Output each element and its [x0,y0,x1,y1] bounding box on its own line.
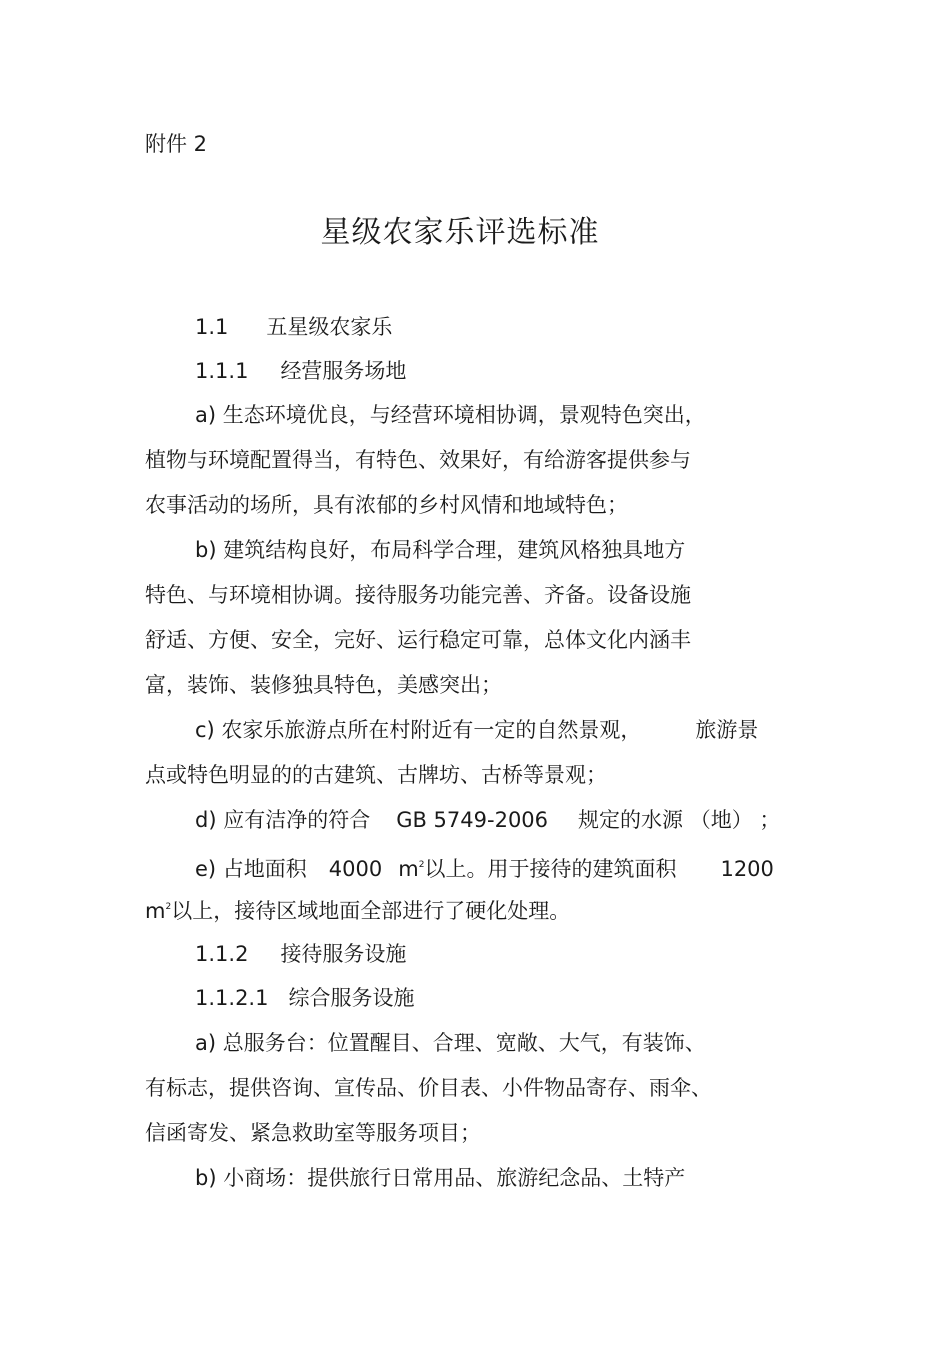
section-title: 经营服务场地 [280,359,407,383]
paragraph-a-line-3: 农事活动的场所，具有浓郁的乡村风情和地域特色； [145,493,628,517]
area-unit-superscript: 2 [165,902,172,912]
section-number: 1.1 [195,315,229,339]
paragraph-fa-line-3: 信函寄发、紧急救助室等服务项目； [145,1121,481,1145]
text-span: 规定的水源 （地） ； [578,808,781,832]
section-number: 1.1.1 [195,359,249,383]
paragraph-a-line-2: 植物与环境配置得当，有特色、效果好，有给游客提供参与 [145,448,691,472]
area-unit: m [398,857,419,881]
paragraph-fb-line-1: b) 小商场：提供旅行日常用品、旅游纪念品、土特产 [195,1166,686,1190]
paragraph-b-line-3: 舒适、方便、安全，完好、运行稳定可靠，总体文化内涵丰 [145,628,691,652]
text-span: c) 农家乐旅游点所在村附近有一定的自然景观， [195,718,642,742]
section-title: 接待服务设施 [280,942,407,966]
paragraph-e-line-2 [145,893,570,925]
area-unit: m [145,899,166,923]
text-span: 以上。用于接待的建筑面积 [424,857,677,881]
attachment-label: 附件 2 [145,132,208,156]
paragraph-a-line-1: a) 生态环境优良，与经营环境相协调，景观特色突出， [195,403,706,427]
text-span: d) 应有洁净的符合 [195,808,371,832]
paragraph-fa-line-2: 有标志，提供咨询、宣传品、价目表、小件物品寄存、雨伞、 [145,1076,712,1100]
section-number: 1.1.2.1 [195,986,269,1010]
area-value: 4000 [328,857,383,881]
section-heading-1-1-1 [195,357,406,385]
paragraph-d-line-1 [195,806,780,834]
paragraph-b-line-4: 富，装饰、装修独具特色，美感突出； [145,673,502,697]
paragraph-fa-line-1: a) 总服务台：位置醒目、合理、宽敞、大气，有装饰、 [195,1031,706,1055]
document-title: 星级农家乐评选标准 [320,215,600,250]
text-span: e) 占地面积 [195,857,307,881]
paragraph-e-line-1 [195,851,774,883]
section-heading-1-1 [195,313,392,341]
text-span: 旅游景 [695,718,759,742]
section-heading-1-1-2-1 [195,984,414,1012]
section-number: 1.1.2 [195,942,249,966]
section-title: 五星级农家乐 [266,315,393,339]
text-span: 以上，接待区域地面全部进行了硬化处理。 [171,899,571,923]
standard-code: GB 5749-2006 [396,808,549,832]
paragraph-b-line-1: b) 建筑结构良好，布局科学合理，建筑风格独具地方 [195,538,686,562]
paragraph-c-line-2: 点或特色明显的的古建筑、古牌坊、古桥等景观； [145,763,607,787]
area-unit-superscript: 2 [418,860,425,870]
paragraph-c-line-1 [195,716,758,744]
section-heading-1-1-2 [195,940,406,968]
area-value: 1200 [720,857,774,881]
section-title: 综合服务设施 [288,986,415,1010]
paragraph-b-line-2: 特色、与环境相协调。接待服务功能完善、齐备。设备设施 [145,583,691,607]
